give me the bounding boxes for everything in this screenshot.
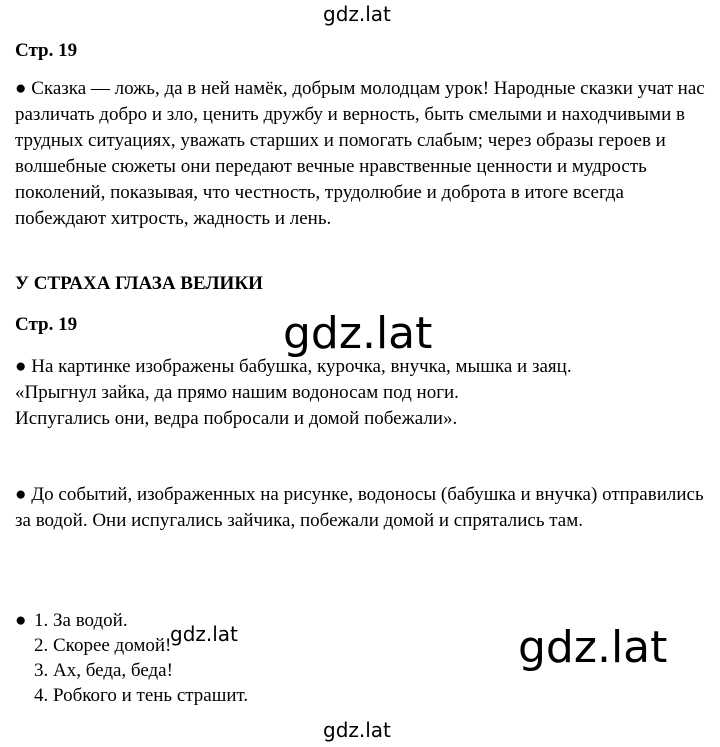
list-item-text: 2. Скорее домой! bbox=[34, 635, 172, 656]
watermark-small: gdz.lat bbox=[170, 622, 238, 646]
paragraph-line: ● На картинке изображены бабушка, курочка, внучка, мышка и заяц. bbox=[15, 356, 572, 377]
paragraph-events-before: ● До событий, изображенных на рисунке, водоносы (бабушка и внучка) отправились за водой. Они испугались зайчика, побежали домой и спрятались там. bbox=[15, 484, 704, 531]
section-title: У СТРАХА ГЛАЗА ВЕЛИКИ bbox=[15, 273, 263, 294]
paragraph-picture-description bbox=[15, 354, 705, 432]
watermark-top: gdz.lat bbox=[323, 2, 391, 26]
watermark-bottom: gdz.lat bbox=[323, 718, 391, 742]
paragraph-line: Испугались они, ведра побросали и домой побежали». bbox=[15, 408, 458, 429]
section-page-label: Стр. 19 bbox=[15, 314, 78, 335]
list-item bbox=[15, 658, 248, 683]
list-item-text: 3. Ах, беда, беда! bbox=[34, 660, 173, 681]
watermark-large: gdz.lat bbox=[518, 622, 668, 673]
paragraph-fairy-tale-meaning: ● Сказка — ложь, да в ней намёк, добрым молодцам урок! Народные сказки учат нас различать добро и зло, ценить дружбу и верность, быть смелыми и находчивыми в трудных ситуациях, уважать старших и помогать слабым; через образы героев и волшебные сюжеты они передают вечные нравственные ценности и мудрость поколений, показывая, что честность, трудолюбие и доброта в итоге всегда побеждают хитрость, жадность и лень. bbox=[15, 78, 705, 229]
list-item bbox=[15, 683, 248, 708]
list-item-text: 1. За водой. bbox=[34, 610, 128, 631]
page-label: Стр. 19 bbox=[15, 40, 78, 61]
list-item-text: 4. Робкого и тень страшит. bbox=[34, 685, 249, 706]
watermark-middle: gdz.lat bbox=[283, 308, 433, 359]
paragraph-line: «Прыгнул зайка, да прямо нашим водоносам под ноги. bbox=[15, 382, 459, 403]
list-bullet: ● bbox=[15, 610, 27, 631]
